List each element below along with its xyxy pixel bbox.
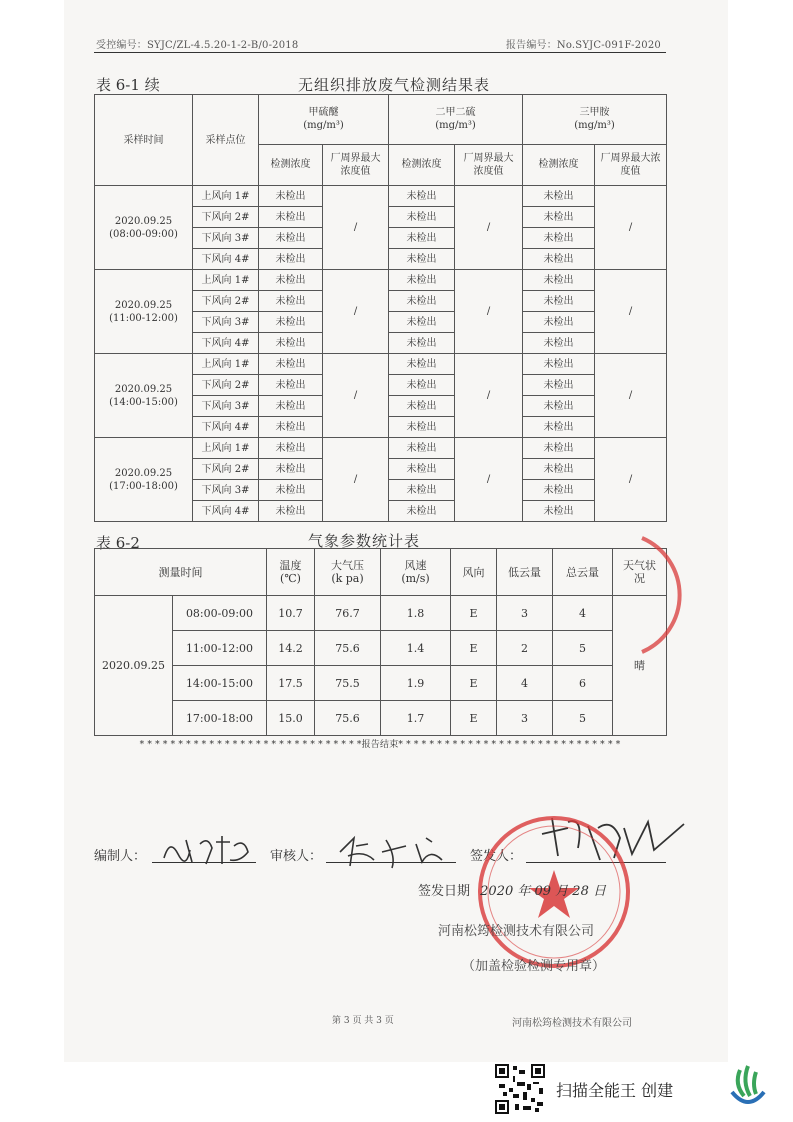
max-concentration-value: / bbox=[323, 270, 389, 354]
concentration-value: 未检出 bbox=[259, 312, 323, 333]
wind-speed-value: 1.7 bbox=[381, 701, 451, 736]
wind-direction-value: E bbox=[451, 631, 497, 666]
low-cloud-value: 3 bbox=[497, 596, 553, 631]
sampling-point: 下风向 4# bbox=[193, 333, 259, 354]
pressure-label: 大气压 bbox=[331, 559, 364, 572]
pollutant-header bbox=[389, 95, 523, 145]
concentration-value: 未检出 bbox=[523, 438, 595, 459]
concentration-value: 未检出 bbox=[389, 249, 455, 270]
concentration-value: 未检出 bbox=[523, 291, 595, 312]
col-sampling-point: 采样点位 bbox=[193, 95, 259, 186]
sampling-point: 上风向 1# bbox=[193, 186, 259, 207]
temperature-value: 14.2 bbox=[267, 631, 315, 666]
total-cloud-value: 5 bbox=[553, 631, 613, 666]
concentration-value: 未检出 bbox=[259, 333, 323, 354]
concentration-value: 未检出 bbox=[259, 417, 323, 438]
pollutant-name: 甲硫醚 bbox=[308, 107, 339, 119]
measure-date: 2020.09.25 bbox=[95, 596, 173, 736]
temperature-value: 15.0 bbox=[267, 701, 315, 736]
compiled-signature bbox=[160, 828, 260, 872]
control-number: 受控编号：SYJC/ZL-4.5.20-1-2-B/0-2018 bbox=[96, 40, 299, 51]
sampling-time-cell bbox=[95, 186, 193, 270]
table2-title: 气象参数统计表 bbox=[308, 532, 421, 550]
max-concentration-value: / bbox=[323, 186, 389, 270]
total-cloud-value: 4 bbox=[553, 596, 613, 631]
sampling-point: 上风向 1# bbox=[193, 354, 259, 375]
concentration-value: 未检出 bbox=[389, 333, 455, 354]
sampling-point: 下风向 2# bbox=[193, 291, 259, 312]
low-cloud-value: 3 bbox=[497, 701, 553, 736]
concentration-value: 未检出 bbox=[389, 186, 455, 207]
concentration-value: 未检出 bbox=[523, 459, 595, 480]
sampling-point: 下风向 3# bbox=[193, 312, 259, 333]
measure-time: 08:00-09:00 bbox=[173, 596, 267, 631]
sampling-point: 下风向 2# bbox=[193, 375, 259, 396]
table1-title: 无组织排放废气检测结果表 bbox=[298, 76, 491, 94]
wind-direction-value: E bbox=[451, 596, 497, 631]
table-row bbox=[95, 354, 667, 375]
side-seal bbox=[636, 530, 696, 660]
issue-date-label: 签发日期 bbox=[418, 884, 471, 899]
company-name: 河南松筠检测技术有限公司 bbox=[438, 924, 595, 939]
sampling-point: 下风向 2# bbox=[193, 207, 259, 228]
pollutant-name: 三甲胺 bbox=[579, 107, 610, 119]
weather-value: 晴 bbox=[613, 596, 667, 736]
concentration-value: 未检出 bbox=[523, 417, 595, 438]
low-cloud-value: 2 bbox=[497, 631, 553, 666]
table2-caption: 表 6-2 bbox=[96, 534, 140, 552]
col-measure-time: 测量时间 bbox=[95, 549, 267, 596]
temperature-value: 10.7 bbox=[267, 596, 315, 631]
max-concentration-value: / bbox=[455, 186, 523, 270]
sub-header-max-concentration: 厂周界最大浓度值 bbox=[323, 144, 389, 185]
wind-direction-value: E bbox=[451, 701, 497, 736]
concentration-value: 未检出 bbox=[389, 354, 455, 375]
pressure-unit: (k pa) bbox=[331, 572, 364, 585]
sampling-time-cell bbox=[95, 354, 193, 438]
max-concentration-value: / bbox=[323, 354, 389, 438]
table-row bbox=[95, 270, 667, 291]
table-row bbox=[95, 186, 667, 207]
sub-header-concentration: 检测浓度 bbox=[523, 144, 595, 185]
concentration-value: 未检出 bbox=[523, 228, 595, 249]
scanner-logo-icon bbox=[722, 1062, 774, 1114]
measure-time: 11:00-12:00 bbox=[173, 631, 267, 666]
table-row bbox=[95, 438, 667, 459]
col-wind-direction: 风向 bbox=[451, 549, 497, 596]
scanner-credit: 扫描全能王 创建 bbox=[556, 1081, 674, 1100]
sampling-point: 下风向 4# bbox=[193, 417, 259, 438]
max-concentration-value: / bbox=[595, 438, 667, 522]
sampling-time-cell bbox=[95, 270, 193, 354]
max-concentration-value: / bbox=[455, 270, 523, 354]
sub-header-concentration: 检测浓度 bbox=[389, 144, 455, 185]
sampling-date: 2020.09.25 bbox=[114, 215, 173, 227]
total-cloud-value: 5 bbox=[553, 701, 613, 736]
footer-company: 河南松筠检测技术有限公司 bbox=[512, 1018, 632, 1029]
header-rule bbox=[94, 52, 666, 53]
reviewed-by-label: 审核人： bbox=[270, 849, 323, 864]
concentration-value: 未检出 bbox=[523, 375, 595, 396]
concentration-value: 未检出 bbox=[259, 354, 323, 375]
concentration-value: 未检出 bbox=[389, 501, 455, 522]
concentration-value: 未检出 bbox=[389, 417, 455, 438]
concentration-value: 未检出 bbox=[389, 312, 455, 333]
col-sampling-time: 采样时间 bbox=[95, 95, 193, 186]
concentration-value: 未检出 bbox=[259, 186, 323, 207]
measure-time: 14:00-15:00 bbox=[173, 666, 267, 701]
sampling-point: 下风向 4# bbox=[193, 501, 259, 522]
pollutant-unit: (mg/m³) bbox=[303, 120, 344, 132]
sampling-point: 上风向 1# bbox=[193, 438, 259, 459]
col-total-cloud: 总云量 bbox=[553, 549, 613, 596]
concentration-value: 未检出 bbox=[259, 291, 323, 312]
sub-header-concentration: 检测浓度 bbox=[259, 144, 323, 185]
concentration-value: 未检出 bbox=[389, 270, 455, 291]
qr-code-icon bbox=[495, 1064, 545, 1114]
concentration-value: 未检出 bbox=[523, 396, 595, 417]
issue-date bbox=[418, 880, 606, 899]
total-cloud-value: 6 bbox=[553, 666, 613, 701]
wind-speed-value: 1.8 bbox=[381, 596, 451, 631]
pollutant-unit: (mg/m³) bbox=[435, 120, 476, 132]
concentration-value: 未检出 bbox=[389, 228, 455, 249]
sub-header-max-concentration: 厂周界最大浓度值 bbox=[455, 144, 523, 185]
measure-time: 17:00-18:00 bbox=[173, 701, 267, 736]
concentration-value: 未检出 bbox=[259, 375, 323, 396]
sampling-range: (11:00-12:00) bbox=[109, 312, 178, 324]
wind-speed-value: 1.4 bbox=[381, 631, 451, 666]
col-low-cloud: 低云量 bbox=[497, 549, 553, 596]
wind-direction-value: E bbox=[451, 666, 497, 701]
table-row bbox=[95, 701, 667, 736]
sampling-range: (08:00-09:00) bbox=[109, 228, 178, 240]
pollutant-unit: (mg/m³) bbox=[574, 120, 615, 132]
issued-by-label: 签发人： bbox=[470, 849, 523, 864]
compiled-by-label: 编制人： bbox=[94, 849, 147, 864]
sampling-date: 2020.09.25 bbox=[114, 299, 173, 311]
col-temperature bbox=[267, 549, 315, 596]
sampling-point: 下风向 3# bbox=[193, 480, 259, 501]
concentration-value: 未检出 bbox=[523, 207, 595, 228]
sampling-date: 2020.09.25 bbox=[114, 467, 173, 479]
wind-speed-unit: (m/s) bbox=[401, 572, 430, 585]
concentration-value: 未检出 bbox=[259, 249, 323, 270]
max-concentration-value: / bbox=[455, 438, 523, 522]
sub-header-max-concentration: 厂周界最大浓度值 bbox=[595, 144, 667, 185]
concentration-value: 未检出 bbox=[259, 396, 323, 417]
concentration-value: 未检出 bbox=[523, 333, 595, 354]
concentration-value: 未检出 bbox=[259, 270, 323, 291]
concentration-value: 未检出 bbox=[259, 459, 323, 480]
concentration-value: 未检出 bbox=[523, 480, 595, 501]
pollutant-name: 二甲二硫 bbox=[435, 107, 476, 119]
concentration-value: 未检出 bbox=[259, 207, 323, 228]
sampling-point: 下风向 3# bbox=[193, 228, 259, 249]
max-concentration-value: / bbox=[595, 354, 667, 438]
emission-results-table bbox=[94, 94, 667, 522]
wind-speed-value: 1.9 bbox=[381, 666, 451, 701]
temp-unit: (℃) bbox=[280, 572, 301, 585]
table-row bbox=[95, 596, 667, 631]
concentration-value: 未检出 bbox=[389, 480, 455, 501]
pollutant-header bbox=[259, 95, 389, 145]
concentration-value: 未检出 bbox=[389, 459, 455, 480]
concentration-value: 未检出 bbox=[389, 396, 455, 417]
report-end-line: * * * * * * * * * * * * * * * * * * * * * * * * * * * * *报告结束* * * * * * * * * * * * * * * * * * * * * * * * * * * * * bbox=[139, 740, 621, 750]
sampling-range: (17:00-18:00) bbox=[109, 480, 178, 492]
col-weather: 天气状况 bbox=[613, 549, 667, 596]
col-pressure bbox=[315, 549, 381, 596]
pressure-value: 76.7 bbox=[315, 596, 381, 631]
wind-speed-label: 风速 bbox=[404, 559, 427, 572]
concentration-value: 未检出 bbox=[523, 501, 595, 522]
report-number: 报告编号：No.SYJC-091F-2020 bbox=[505, 40, 661, 51]
table-row bbox=[95, 631, 667, 666]
col-wind-speed bbox=[381, 549, 451, 596]
temp-label: 温度 bbox=[279, 559, 302, 572]
pressure-value: 75.6 bbox=[315, 701, 381, 736]
max-concentration-value: / bbox=[595, 270, 667, 354]
pressure-value: 75.5 bbox=[315, 666, 381, 701]
sampling-date: 2020.09.25 bbox=[114, 383, 173, 395]
concentration-value: 未检出 bbox=[523, 186, 595, 207]
concentration-value: 未检出 bbox=[389, 291, 455, 312]
reviewer-signature bbox=[334, 826, 464, 872]
table-row bbox=[95, 666, 667, 701]
max-concentration-value: / bbox=[595, 186, 667, 270]
concentration-value: 未检出 bbox=[523, 312, 595, 333]
table1-caption: 表 6-1 续 bbox=[96, 76, 160, 94]
temperature-value: 17.5 bbox=[267, 666, 315, 701]
concentration-value: 未检出 bbox=[523, 354, 595, 375]
sampling-point: 上风向 1# bbox=[193, 270, 259, 291]
concentration-value: 未检出 bbox=[259, 480, 323, 501]
pollutant-header bbox=[523, 95, 667, 145]
concentration-value: 未检出 bbox=[389, 375, 455, 396]
sampling-point: 下风向 2# bbox=[193, 459, 259, 480]
sampling-point: 下风向 4# bbox=[193, 249, 259, 270]
concentration-value: 未检出 bbox=[523, 270, 595, 291]
max-concentration-value: / bbox=[323, 438, 389, 522]
issue-date-value: 2020 年 09 月 28 日 bbox=[480, 884, 606, 899]
concentration-value: 未检出 bbox=[389, 438, 455, 459]
seal-note: （加盖检验检测专用章） bbox=[462, 959, 606, 974]
pressure-value: 75.6 bbox=[315, 631, 381, 666]
sampling-time-cell bbox=[95, 438, 193, 522]
low-cloud-value: 4 bbox=[497, 666, 553, 701]
concentration-value: 未检出 bbox=[259, 228, 323, 249]
max-concentration-value: / bbox=[455, 354, 523, 438]
concentration-value: 未检出 bbox=[259, 501, 323, 522]
page-number: 第 3 页 共 3 页 bbox=[332, 1016, 394, 1026]
concentration-value: 未检出 bbox=[389, 207, 455, 228]
concentration-value: 未检出 bbox=[259, 438, 323, 459]
weather-parameters-table bbox=[94, 548, 667, 736]
concentration-value: 未检出 bbox=[523, 249, 595, 270]
sampling-range: (14:00-15:00) bbox=[109, 396, 178, 408]
sampling-point: 下风向 3# bbox=[193, 396, 259, 417]
